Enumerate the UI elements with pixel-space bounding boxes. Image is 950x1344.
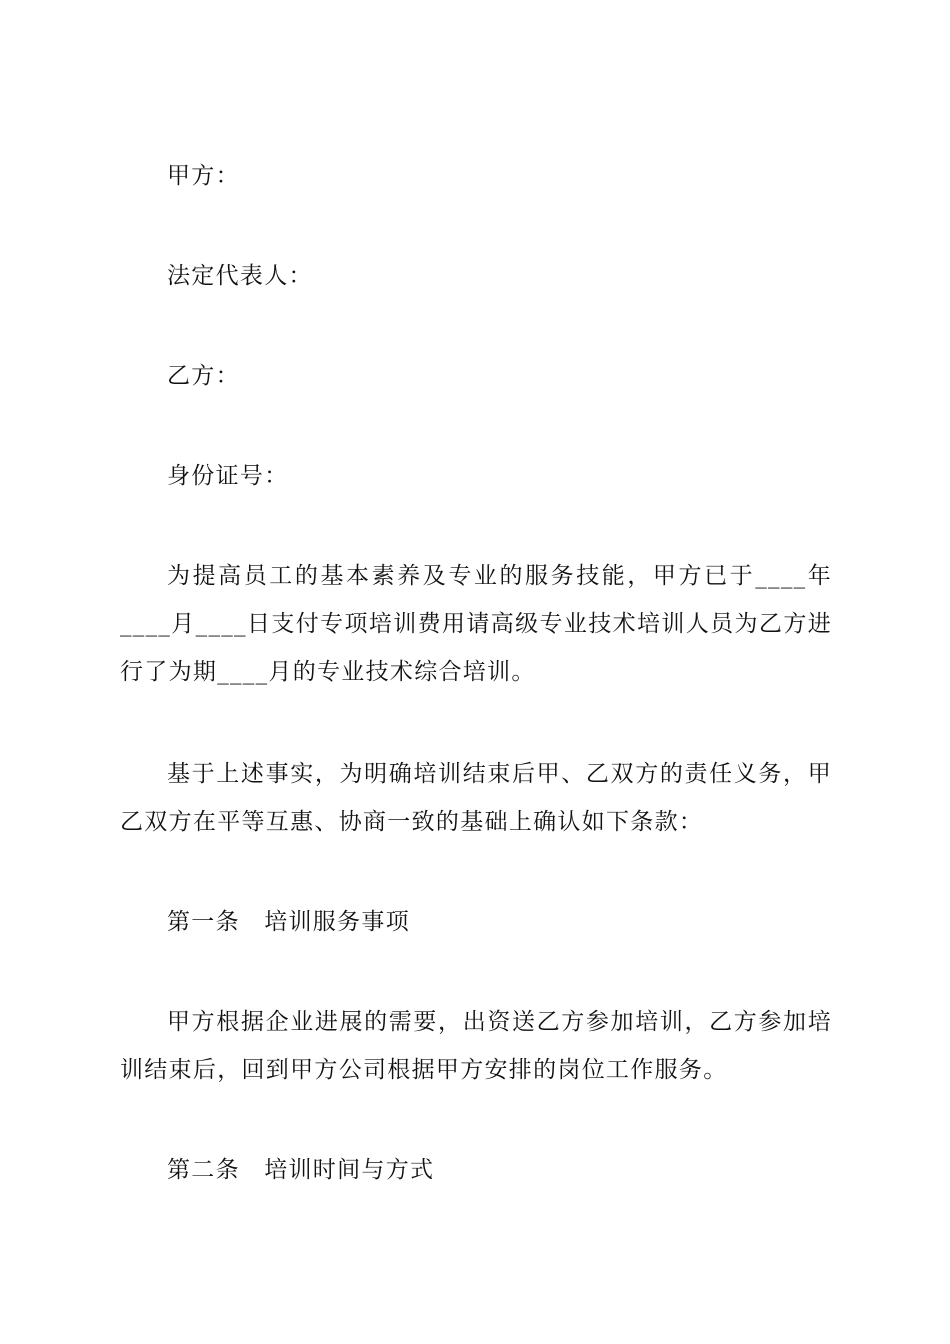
id-number-field: 身份证号： xyxy=(167,463,289,489)
article-1-body: 甲方根据企业进展的需要，出资送乙方参加培训，乙方参加培训结束后，回到甲方公司根据甲方安排的岗位工作服务。 xyxy=(120,1009,832,1083)
party-a-field: 甲方： xyxy=(167,163,240,189)
legal-representative-field: 法定代表人： xyxy=(167,263,313,289)
basis-paragraph: 基于上述事实，为明确培训结束后甲、乙双方的责任义务，甲乙双方在平等互惠、协商一致的基础上确认如下条款： xyxy=(120,761,832,835)
party-b-field: 乙方： xyxy=(167,363,240,389)
article-1-heading: 第一条 培训服务事项 xyxy=(167,909,410,935)
article-2-heading: 第二条 培训时间与方式 xyxy=(167,1157,435,1183)
intro-paragraph: 为提高员工的基本素养及专业的服务技能，甲方已于____年____月____日支付专项培训费用请高级专业技术培训人员为乙方进行了为期____月的专业技术综合培训。 xyxy=(120,563,832,685)
